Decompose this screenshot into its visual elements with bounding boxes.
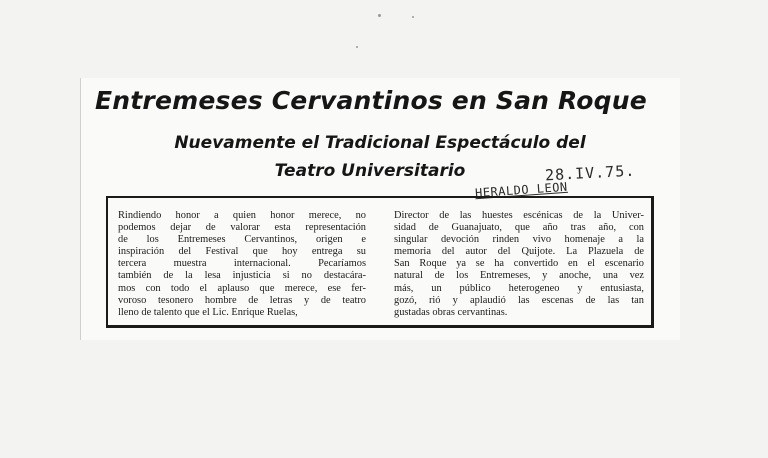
text-line: San Roque ya se ha convertido en el escenario: [394, 258, 644, 270]
text-line: también de la lesa injusticia si no destacára-: [118, 270, 366, 282]
paper-speck: [378, 14, 381, 17]
text-line: lleno de talento que el Lic. Enrique Ruelas,: [118, 306, 298, 318]
text-line: sidad de Guanajuato, que año tras año, con: [394, 222, 644, 234]
handwritten-date: 28.IV.75.: [544, 161, 636, 185]
text-line: podemos dejar de valorar esta representación: [118, 222, 366, 234]
subhead-line-2: Teatro Universitario: [274, 161, 466, 181]
clipping-edge: [80, 78, 81, 340]
text-line: gustadas obras cervantinas.: [394, 306, 508, 318]
paper-speck: [356, 46, 358, 48]
headline: Entremeses Cervantinos en San Roque: [95, 86, 647, 115]
paper-speck: [412, 16, 414, 18]
text-line: singular devoción rinden vivo homenaje a la: [394, 234, 644, 246]
text-line: natural de los Entremeses, y anoche, una vez: [394, 270, 644, 282]
text-line: memoria del autor del Quijote. La Plazuela de: [394, 246, 644, 258]
text-line: gozó, rió y aplaudió las escenas de las tan: [394, 294, 644, 306]
text-line: Director de las huestes escénicas de la Univer-: [394, 210, 644, 221]
text-line: voroso tesonero hombre de letras y de teatro: [118, 294, 366, 306]
article-left-column: [118, 210, 366, 319]
text-line: inspiración del Festival que hoy entrega su: [118, 246, 366, 258]
text-line: Rindiendo honor a quien honor merece, no: [118, 210, 366, 221]
subhead-line-1: Nuevamente el Tradicional Espectáculo del: [174, 133, 586, 153]
text-line: mos con todo el aplauso que merece, ese fer-: [118, 282, 366, 294]
text-line: tercera muestra internacional. Pecaríamos: [118, 258, 366, 270]
handwritten-source: HERALDO LEON: [474, 179, 569, 201]
article-right-column: [394, 210, 644, 319]
text-line: más, un público heterogeneo y entusiasta,: [394, 282, 644, 294]
text-line: de los Entremeses Cervantinos, origen e: [118, 234, 366, 246]
